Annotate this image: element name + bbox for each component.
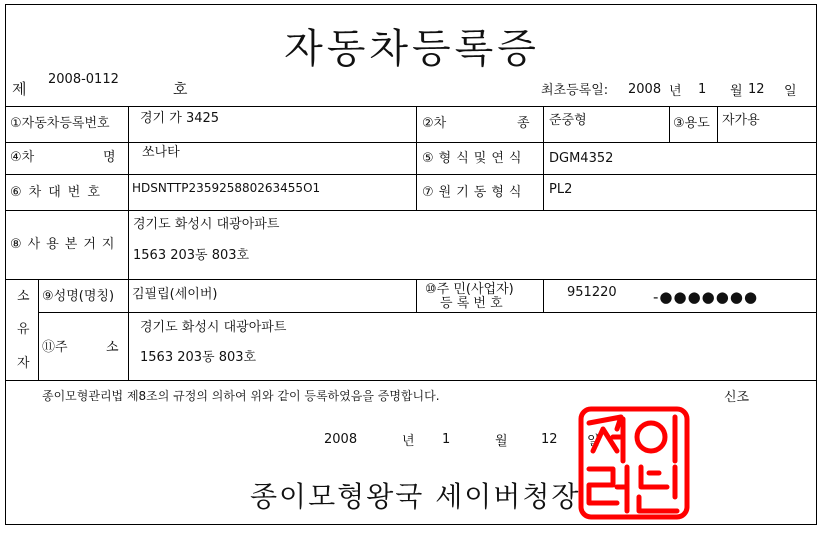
first-reg-month: 1 bbox=[698, 82, 707, 97]
class-label-a: ②차 bbox=[422, 116, 447, 131]
issue-day-unit: 일 bbox=[587, 434, 600, 449]
issue-year: 2008 bbox=[324, 432, 358, 447]
type-label: 신조 bbox=[724, 390, 750, 405]
owner-id-label-1: ⑩주 민(사업자) bbox=[425, 282, 514, 297]
issue-day: 12 bbox=[541, 432, 558, 447]
owner-id-label-2: 등 록 번 호 bbox=[440, 296, 503, 311]
grid-line bbox=[717, 106, 718, 142]
garage-line2: 1563 203동 803호 bbox=[133, 248, 250, 263]
owner-id-back: -●●●●●●● bbox=[653, 288, 759, 306]
owner-addr-label-b: 소 bbox=[106, 340, 119, 355]
owner-id-front: 951220 bbox=[567, 285, 617, 300]
grid-line bbox=[543, 106, 544, 210]
use-value: 자가용 bbox=[722, 113, 760, 128]
certification-statement: 종이모형관리법 제8조의 규정의 의하여 위와 같이 등록하였음을 증명합니다. bbox=[42, 389, 440, 403]
use-label: ③용도 bbox=[673, 116, 710, 131]
engine-value: PL2 bbox=[549, 182, 573, 197]
garage-line1: 경기도 화성시 대광아파트 bbox=[133, 217, 280, 232]
plate-label: ①자동차등록번호 bbox=[10, 116, 110, 131]
issue-month: 1 bbox=[442, 432, 451, 447]
issue-month-unit: 월 bbox=[495, 434, 508, 449]
model-value: DGM4352 bbox=[549, 151, 614, 166]
class-label-b: 종 bbox=[517, 116, 530, 131]
reg-no-suffix: 호 bbox=[173, 80, 188, 98]
plate-value: 경기 가 3425 bbox=[140, 111, 220, 126]
first-reg-year: 2008 bbox=[628, 82, 662, 97]
model-label: ⑤형식및연식 bbox=[422, 151, 527, 166]
grid-line bbox=[416, 279, 417, 312]
vin-value: HDSNTTP235925880263455O1 bbox=[132, 181, 321, 195]
garage-label: ⑧사용본거지 bbox=[10, 237, 121, 252]
first-reg-month-unit: 월 bbox=[730, 84, 743, 99]
grid-line bbox=[669, 106, 670, 142]
car-name-label-b: 명 bbox=[103, 150, 116, 165]
first-reg-label: 최초등록일: bbox=[541, 83, 609, 98]
first-reg-year-unit: 년 bbox=[669, 84, 682, 99]
grid-line bbox=[38, 312, 816, 313]
vin-label: ⑥차대번호 bbox=[10, 185, 107, 200]
document-title: 자동차등록증 bbox=[284, 26, 540, 72]
grid-line bbox=[38, 279, 39, 380]
issuer-name: 종이모형왕국 세이버청장 bbox=[250, 480, 581, 513]
car-name-value: 쏘나타 bbox=[142, 145, 180, 160]
owner-side-3: 자 bbox=[17, 356, 30, 371]
registration-certificate bbox=[5, 4, 817, 525]
owner-addr-label-a: ⑪주 bbox=[42, 340, 68, 355]
first-reg-day-unit: 일 bbox=[784, 84, 797, 99]
grid-line bbox=[416, 106, 417, 210]
grid-line bbox=[543, 279, 544, 312]
reg-no: 2008-0112 bbox=[48, 72, 119, 87]
first-reg-day: 12 bbox=[748, 82, 765, 97]
issue-year-unit: 년 bbox=[402, 434, 415, 449]
grid-line bbox=[128, 106, 129, 380]
engine-label: ⑦원기동형식 bbox=[422, 185, 527, 200]
grid-line bbox=[6, 380, 816, 381]
reg-no-prefix: 제 bbox=[12, 80, 27, 98]
owner-addr-line2: 1563 203동 803호 bbox=[140, 350, 257, 365]
owner-name-value: 김필립(세이버) bbox=[132, 287, 218, 302]
class-value: 준중형 bbox=[549, 113, 587, 128]
owner-side-2: 유 bbox=[17, 322, 30, 337]
car-name-label-a: ④차 bbox=[10, 150, 35, 165]
owner-addr-line1: 경기도 화성시 대광아파트 bbox=[140, 320, 287, 335]
official-seal-icon bbox=[577, 405, 691, 521]
owner-side-1: 소 bbox=[17, 289, 30, 304]
owner-name-label: ⑨성명(명칭) bbox=[42, 289, 115, 304]
